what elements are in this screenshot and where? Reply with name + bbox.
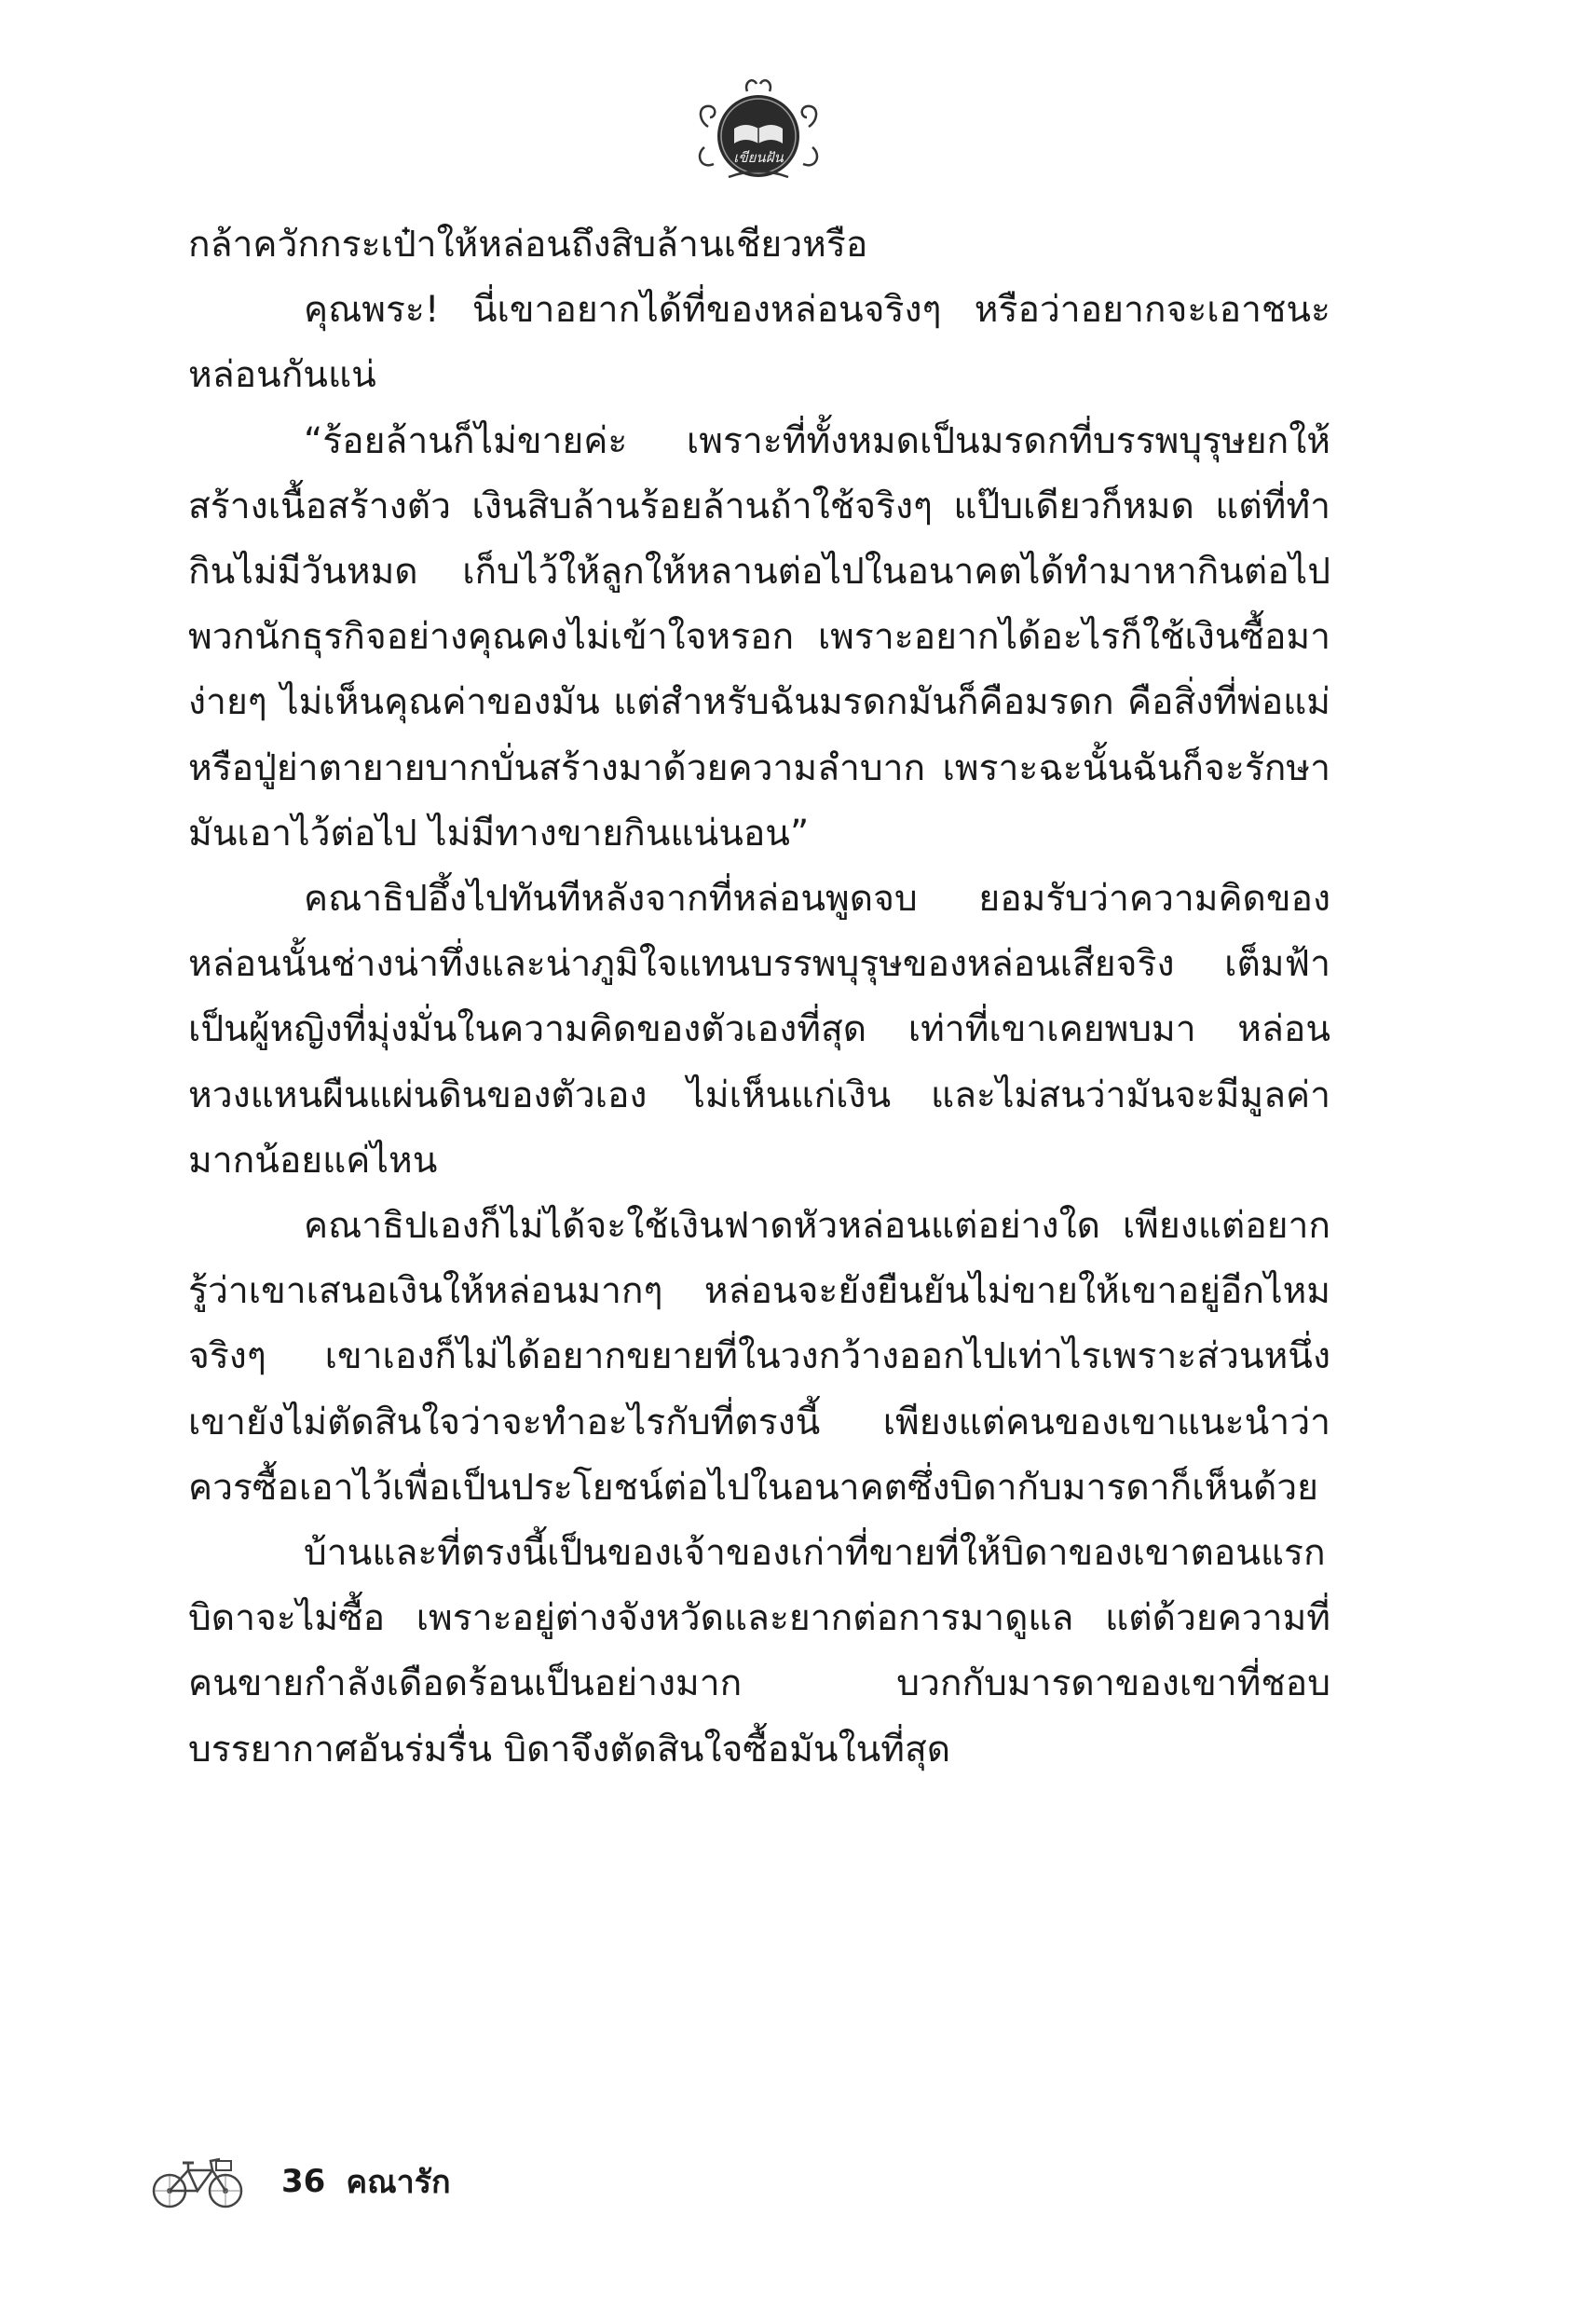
page-number: 36 <box>281 2163 326 2200</box>
body-text <box>188 212 1330 1783</box>
paragraph: คณาธิปเองก็ไม่ได้จะใช้เงินฟาดหัวหล่อนแต่อย่างใด เพียงแต่อยากรู้ว่าเขาเสนอเงินให้หล่อนมากๆ หล่อนจะยังยืนยันไม่ขายให้เขาอยู่อีกไหม จริงๆ เขาเองก็ไม่ได้อยากขยายที่ในวงกว้างออกไปเท่าไรเพราะส่วนหนึ่งเขายังไม่ตัดสินใจว่าจะทำอะไรกับที่ตรงนี้ เพียงแต่คนของเขาแนะนำว่าควรซื้อเอาไว้เพื่อเป็นประโยชน์ต่อไปในอนาคตซึ่งบิดากับมารดาก็เห็นด้วย <box>188 1205 1330 1509</box>
paragraph: “ร้อยล้านก็ไม่ขายค่ะ เพราะที่ทั้งหมดเป็นมรดกที่บรรพบุรุษยกให้สร้างเนื้อสร้างตัว เงินสิบล้านร้อยล้านถ้าใช้จริงๆ แป๊บเดียวก็หมด แต่ที่ทำกินไม่มีวันหมด เก็บไว้ให้ลูกให้หลานต่อไปในอนาคตได้ทำมาหากินต่อไป พวกนักธุรกิจอย่างคุณคงไม่เข้าใจหรอก เพราะอยากได้อะไรก็ใช้เงินซื้อมาง่ายๆ ไม่เห็นคุณค่าของมัน แต่สำหรับฉันมรดกมันก็คือมรดก คือสิ่งที่พ่อแม่หรือปู่ย่าตายายบากบั่นสร้างมาด้วยความลำบาก เพราะฉะนั้นฉันก็จะรักษามันเอาไว้ต่อไป ไม่มีทางขายกินแน่นอน” <box>188 419 1330 855</box>
paragraph: คุณพระ! นี่เขาอยากได้ที่ของหล่อนจริงๆ หรือว่าอยากจะเอาชนะหล่อนกันแน่ <box>188 289 1330 397</box>
bicycle-icon <box>151 2152 244 2211</box>
book-crest-icon <box>691 73 825 183</box>
paragraph: กล้าควักกระเป๋าให้หล่อนถึงสิบล้านเชียวหรือ <box>188 224 868 266</box>
paragraph: บ้านและที่ตรงนี้เป็นของเจ้าของเก่าที่ขายที่ให้บิดาของเขาตอนแรกบิดาจะไม่ซื้อ เพราะอยู่ต่างจังหวัดและยากต่อการมาดูแล แต่ด้วยความที่คนขายกำลังเดือดร้อนเป็นอย่างมาก บวกกับมารดาของเขาที่ชอบบรรยากาศอันร่มรื่น บิดาจึงตัดสินใจซื้อมันในที่สุด <box>188 1532 1330 1771</box>
page-footer <box>151 2148 451 2215</box>
paragraph: คณาธิปอึ้งไปทันทีหลังจากที่หล่อนพูดจบ ยอมรับว่าความคิดของหล่อนนั้นช่างน่าทึ่งและน่าภูมิใจแทนบรรพบุรุษของหล่อนเสียจริง เต็มฟ้าเป็นผู้หญิงที่มุ่งมั่นในความคิดของตัวเองที่สุด เท่าที่เขาเคยพบมา หล่อนหวงแหนผืนแผ่นดินของตัวเอง ไม่เห็นแก่เงิน และไม่สนว่ามันจะมีมูลค่ามากน้อยแค่ไหน <box>188 878 1330 1182</box>
book-title: คณารัก <box>346 2164 451 2201</box>
emblem-text: เขียนฝัน <box>733 149 784 166</box>
